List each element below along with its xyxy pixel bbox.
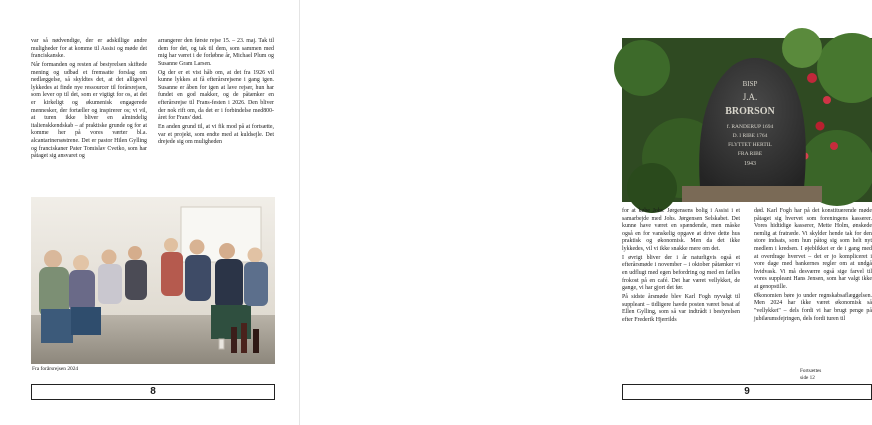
gravestone-line: FRA RIBE [737, 151, 763, 157]
page-9 [300, 0, 872, 425]
gravestone-line: D. I RIBE 1764 [732, 133, 768, 139]
page-number: 9 [622, 384, 872, 400]
gravestone-photo [622, 38, 872, 202]
gravestone-line: FLYTTET HERTIL [728, 142, 772, 148]
paragraph: for at købe Johs. Jørgensens bolig i Assisi i et samarbejde med Johs. Jørgensen Selskabet. Det kunne have været en spændende, men måske også en for vanskelig opgave at drive dette hus praktisk og økonomisk. Men da det ikke lykkedes, vil vi ikke snakke mere om det. [622, 208, 740, 252]
paragraph: I øvrigt bliver der i år naturligvis også et efterårsmøde i november – i oktober påtænker vi en udflugt med egen befordring og med en fælles frokost på en café. Det har været vellykket, de gange, vi har gjort det før. [622, 254, 740, 292]
paragraph: På sidste årsmøde blev Karl Fogh nyvalgt til suppleant – tidligere havde posten været besat af Ellen Gylling, som så var indtrådt i bestyrelsen efter Frederik Hjerrilds [622, 293, 740, 323]
paragraph: Og der er et vist håb om, at det fra 1926 vil kunne lykkes at få efterårsrejsene i gang igen. Susanne er åben for igen at lave rejser, hun har fundet en god makker, og de påtænker en efterårsrejse til Frans-festen i 2026. Den bliver der nok rift om, da det er i forbindelse med800-året for Frans' død. [158, 69, 274, 122]
gravestone-line: f. RANDERUP 1694 [726, 124, 774, 130]
paragraph: var så nødvendige, der er adskillige andre muligheder for at komme til Assisi og møde det franciskanske. [31, 38, 147, 60]
group-photo [31, 197, 275, 364]
left-column-2 [158, 38, 274, 198]
paragraph: En anden grund til, at vi fik mod på at fortsætte, var et projekt, som endte med at kuldsejle. Det drejede sig om muligheden [158, 123, 274, 146]
gravestone-photo-image [622, 38, 872, 202]
right-column-2 [754, 208, 872, 374]
paragraph: død. Karl Fogh har på det konstituerende møde påtaget sig hvervet som foreningens kasserer. Vores hidtidige kasserer, Mette Holm, ønskede nemlig at fratræde. Vi skylder hende tak for den store indsats, som hun påtog sig som helt nyt medlem i kredsen. I øjeblikket er de i gang med at overdrage hvervet – det er jo kompliceret i vore dage med bankernes regler om at undgå hvidvask. Vi må desværre også sige farvel til vores suppleant Hans Jensen, som har valgt ikke at genopstille. [754, 208, 872, 290]
right-column-1 [622, 208, 740, 378]
gravestone-line: 1943 [744, 161, 756, 167]
paragraph: Når formanden og resten af bestyrelsen skiftede mening og udbad et fremsatte forslag om nedlæggelse, så skyldtes det, at det alligevel lykkedes at finde nye ressourcer til forårsrejsen, som lever op til det, som er vigtigt for os, at det er kirkeligt og økumenisk engagerede mennesker, der fortæller og inspirerer os; vi vil, at turen ikke bliver en almindelig italienskkendskab – af praktiske grunde og for at komme her på vores værter bl.a. alcantarinersøstrene. Det er pastor Hilen Gylling og franciskaner Pater Tomislav Cvetko, som har påtaget sig ansvaret og [31, 61, 147, 160]
left-column-1 [31, 38, 147, 198]
page-8 [0, 0, 300, 425]
paragraph: Økonomien børe jo under regnskabsaflæggelsen. Men 2024 har ikke været økonomisk så "vellykket" – dels fordi vi har brugt penge på jubilæumsfejringen, dels fordi turen til [754, 292, 872, 322]
gravestone-line: BISP [742, 80, 758, 88]
gravestone-line: J.A. [742, 92, 758, 102]
continued-note: Fortsættes side 12 [800, 368, 822, 381]
paragraph: arrangerer den første rejse 15. – 23. maj. Tak til dem for det, og tak til dem, som sammen med mig har været i de forløbne år, Michael Plum og Susanne Gram Larsen. [158, 38, 274, 67]
gravestone-line: BRORSON [725, 106, 775, 117]
group-photo-image [31, 197, 275, 364]
photo-caption: Fra forårsrejsen 2024 [32, 366, 79, 372]
page-number: 8 [31, 384, 275, 400]
